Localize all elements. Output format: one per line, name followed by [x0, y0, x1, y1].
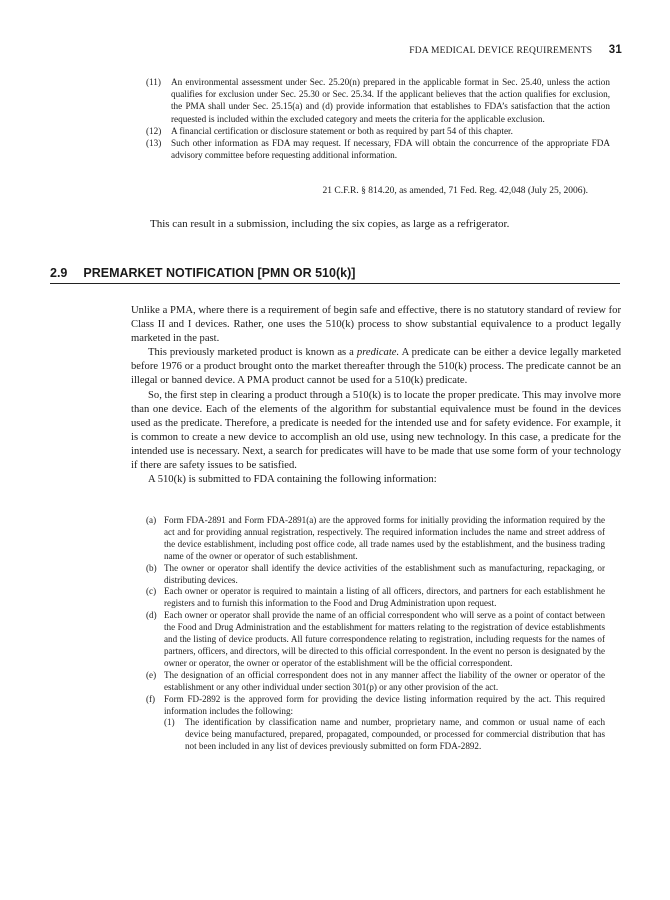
list-item-label: (f): [146, 693, 156, 704]
list-item-label: (e): [146, 669, 157, 680]
list-item-label: (c): [146, 586, 157, 597]
running-header: [409, 44, 622, 56]
list-item-text: Form FDA-2891 and Form FDA-2891(a) are the approved forms for initially providing the information required by the act and for providing annual registration, respectively. The required information includes the name and street address of the device establishment, including post office code, all trade names used by the establishment, and the business trading name of the owner or operator of such establishment.: [164, 515, 605, 561]
list-item-label: (b): [146, 562, 157, 573]
list-item-text: Each owner or operator is required to maintain a listing of all officers, directors, and partners for each establishment he registers and to furnish this information to the Food and Drug Administration upon request.: [164, 586, 605, 609]
paragraph-text: This previously marketed product is known as a: [148, 347, 357, 359]
list-item-label: (12): [146, 125, 162, 136]
sub-list: [146, 717, 605, 753]
list-item-text: Each owner or operator shall provide the name of an official correspondent who will serve as a point of contact between the Food and Drug Administration and the establishment for matters relating to the registration of device establishments and the listing of device products. All future correspondence relating to registration, including requests for the names of partners, officers, and directors, will be directed to this official correspondent. In the event no person is designated by the owner or operator, the owner or operator of the establishment will be the official correspondent.: [164, 610, 605, 668]
list-item-text: The identification by classification name and number, proprietary name, and common or usual name of each device being manufactured, prepared, propagated, compounded, or processed for commercial distribution that has not been included in any list of devices previously submitted on form FDA-2892.: [185, 717, 605, 752]
paragraph: So, the first step in clearing a product through a 510(k) is to locate the proper predicate. This may involve more than one device. Each of the elements of the algorithm for substantial equivalence must be found in the devices used as the predicate. Therefore, a predicate is needed for the intended use and for safety evidence. For example, it is common to create a new device to accomplish an old use, using new technology. In this case, a predicate for the intended use is necessary. Next, a search for predicates will have to be made that use some form of your technology if there are safety issues to be satisfied.: [131, 389, 621, 472]
list-item-label: (a): [146, 515, 157, 525]
list-item-label: (1): [164, 717, 175, 728]
paragraph: Unlike a PMA, where there is a requirement of begin safe and effective, there is no statutory standard of review for Class II and I devices. Rather, one uses the 510(k) process to show substantial equivalence to a product legally marketed in the past.: [131, 305, 621, 345]
list-item-text: A financial certification or disclosure statement or both as required by part 54 of this chapter.: [171, 125, 513, 136]
list-item-label: (13): [146, 138, 162, 149]
page-number: 31: [608, 44, 622, 56]
list-item: [146, 515, 605, 563]
list-item: [164, 717, 605, 753]
paragraph: [131, 346, 621, 388]
list-item-label: (11): [146, 77, 161, 87]
running-header-title: FDA MEDICAL DEVICE REQUIREMENTS: [409, 46, 593, 56]
list-item-text: An environmental assessment under Sec. 25.20(n) prepared in the applicable format in Sec. 25.40, unless the action qualifies for exclusion under Sec. 25.30 or Sec. 25.34. If the applicant believes that the action qualifies for exclusion, the PMA shall under Sec. 25.15(a) and (d) provide information that establishes to FDA’s satisfaction that the action requested is included within the excluded category and meets the criteria for the applicable exclusion.: [171, 77, 610, 124]
list-item: [146, 137, 610, 161]
list-item-text: Form FD-2892 is the approved form for providing the device listing information required by the act. This required information includes the following:: [164, 693, 605, 716]
summary-sentence: This can result in a submission, including the six copies, as large as a refrigerator.: [150, 218, 510, 230]
section-heading: [50, 266, 620, 284]
list-item-label: (d): [146, 610, 157, 621]
list-item-text: The owner or operator shall identify the device activities of the establishment such as manufacturing, repackaging, or distributing devices.: [164, 562, 605, 585]
emphasis-predicate: predicate.: [356, 347, 400, 359]
registration-list: [146, 515, 605, 753]
list-item: [146, 586, 605, 610]
list-item: [146, 610, 605, 670]
section-number: 2.9: [50, 266, 68, 280]
paragraph-text: A predicate can be either a device legally marketed before 1976 or a product brought onto the market thereafter through the 510(k) process. The predicate cannot be an illegal or banned device. A PMA product cannot be used for a 510(k) predicate.: [131, 347, 621, 387]
list-item: [146, 76, 610, 125]
list-item: [146, 694, 605, 718]
list-item: [146, 125, 610, 137]
regulation-list: [146, 76, 610, 161]
citation: 21 C.F.R. § 814.20, as amended, 71 Fed. Reg. 42,048 (July 25, 2006).: [322, 186, 588, 196]
paragraph: A 510(k) is submitted to FDA containing the following information:: [148, 474, 437, 486]
body-text: [131, 304, 621, 487]
section-title: PREMARKET NOTIFICATION [PMN OR 510(k)]: [83, 266, 356, 280]
list-item-text: The designation of an official correspondent does not in any manner affect the liability of the owner or operator of the establishment or any other individual under section 301(p) or any other provision of the act.: [164, 669, 605, 692]
list-item-text: Such other information as FDA may request. If necessary, FDA will obtain the concurrence of the appropriate FDA advisory committee before requesting additional information.: [171, 138, 610, 161]
list-item: [146, 670, 605, 694]
list-item: [146, 563, 605, 587]
